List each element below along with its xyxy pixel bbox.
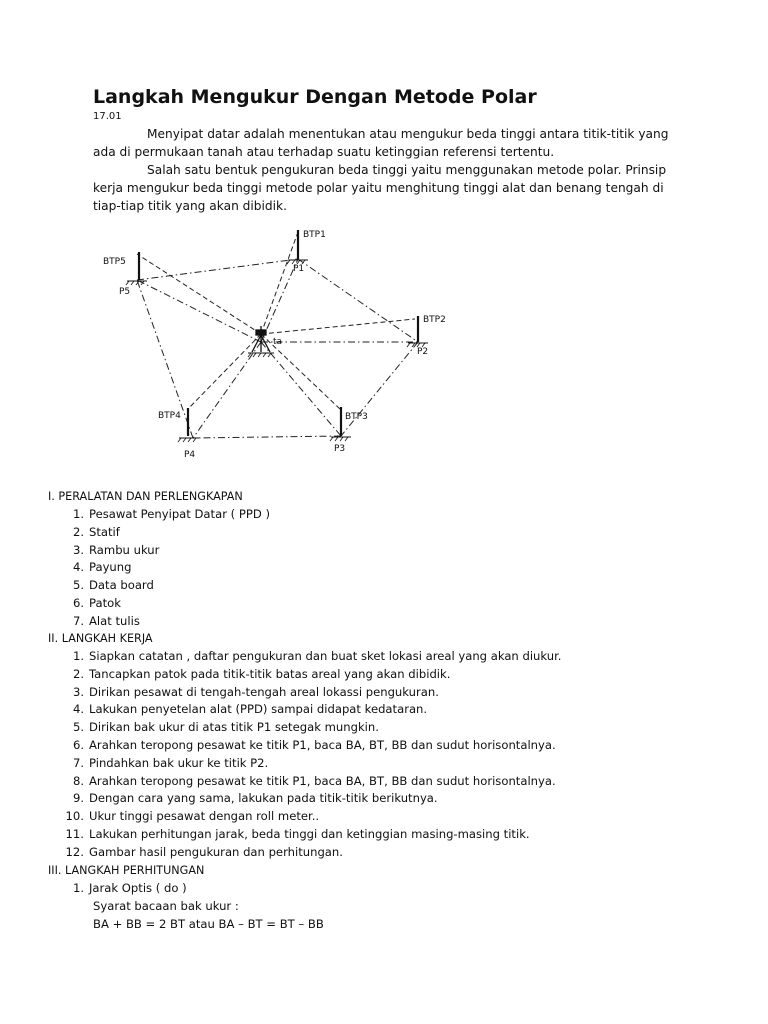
list-item: [48, 613, 270, 631]
work-steps-list: [48, 648, 562, 862]
list-item: [48, 577, 270, 595]
list-item: [48, 542, 270, 560]
list-item-text: Alat tulis: [89, 613, 140, 628]
equipment-list: [48, 506, 270, 631]
label-p4: P4: [184, 450, 196, 460]
list-item: [48, 701, 562, 719]
list-item-number: 3.: [72, 542, 84, 557]
polar-survey-diagram: [95, 222, 446, 466]
list-item-text: Data board: [89, 578, 154, 593]
list-item-number: 9.: [72, 791, 84, 806]
list-item-number: 1.: [72, 881, 84, 895]
list-item-text: Tancapkan patok pada titik-titik batas areal yang akan dibidik.: [89, 666, 451, 681]
list-item: [48, 844, 562, 862]
list-item-number: 2.: [72, 524, 84, 539]
label-btp4: BTP4: [158, 411, 181, 421]
section-2-heading: II. LANGKAH KERJA: [48, 632, 153, 645]
list-item-text: Siapkan catatan , daftar pengukuran dan buat sket lokasi areal yang akan diukur.: [89, 649, 562, 663]
label-btp2: BTP2: [423, 315, 446, 325]
list-item: [48, 648, 562, 666]
list-item-text: Dengan cara yang sama, lakukan pada titik-titik berikutnya.: [89, 791, 438, 806]
intro-paragraph-2: Salah satu bentuk pengukuran beda tinggi yaitu menggunakan metode polar. Prinsip kerja mengukur beda tinggi metode polar yaitu menghitung tinggi alat dan benang tengah di tiap-tiap titik yang akan dibidik.: [93, 163, 667, 213]
list-item-text: Gambar hasil pengukuran dan perhitungan.: [89, 844, 343, 859]
list-item-text: Pindahkan bak ukur ke titik P2.: [89, 755, 269, 770]
list-item-number: 1.: [72, 507, 84, 521]
list-item-text: Lakukan perhitungan jarak, beda tinggi dan ketinggian masing-masing titik.: [89, 826, 530, 841]
list-item: [48, 826, 562, 844]
list-item-number: 8.: [72, 773, 84, 788]
list-item-number: 4.: [72, 560, 84, 575]
label-btp1: BTP1: [303, 230, 326, 240]
list-item: [48, 808, 562, 826]
list-item-number: 7.: [72, 755, 84, 770]
section-3-heading: III. LANGKAH PERHITUNGAN: [48, 864, 205, 877]
list-item: [48, 880, 187, 898]
intro-paragraph-1: Menyipat datar adalah menentukan atau mengukur beda tinggi antara titik-titik yang ada di permukaan tanah atau terhadap suatu ketinggian referensi tertentu.: [93, 127, 669, 159]
list-item-text: Arahkan teropong pesawat ke titik P1, baca BA, BT, BB dan sudut horisontalnya.: [89, 737, 556, 752]
list-item-text: Payung: [89, 560, 132, 575]
label-btp5: BTP5: [103, 257, 126, 267]
list-item-number: 1.: [72, 649, 84, 663]
list-item: [48, 595, 270, 613]
label-p1: P1: [293, 264, 305, 274]
list-item-text: Patok: [89, 595, 121, 610]
section-1-heading: I. PERALATAN DAN PERLENGKAPAN: [48, 490, 243, 503]
label-p5: P5: [119, 287, 131, 297]
list-item-text: Lakukan penyetelan alat (PPD) sampai didapat kedataran.: [89, 702, 428, 717]
list-item: [48, 790, 562, 808]
list-item: [48, 559, 270, 577]
page-title: Langkah Mengukur Dengan Metode Polar: [93, 86, 537, 108]
list-item-number: 5.: [72, 720, 84, 735]
list-item-text: Arahkan teropong pesawat ke titik P1, baca BA, BT, BB dan sudut horisontalnya.: [89, 773, 556, 788]
list-item-number: 4.: [72, 702, 84, 717]
list-item: [48, 524, 270, 542]
list-item-number: 6.: [72, 595, 84, 610]
list-item-number: 2.: [72, 666, 84, 681]
label-btp3: BTP3: [345, 412, 368, 422]
list-item: [48, 684, 562, 702]
staff-reading-formula: BA + BB = 2 BT atau BA – BT = BT – BB: [93, 917, 324, 931]
list-item-number: 11.: [65, 826, 84, 841]
list-item-number: 12.: [65, 844, 84, 859]
list-item-text: Pesawat Penyipat Datar ( PPD ): [89, 507, 270, 521]
post-date: 17.01: [93, 111, 122, 122]
staff-reading-requirement: Syarat bacaan bak ukur :: [93, 899, 239, 913]
list-item-number: 3.: [72, 684, 84, 699]
label-ta: ta: [273, 337, 283, 347]
list-item-text: Statif: [89, 524, 120, 539]
list-item-number: 6.: [72, 737, 84, 752]
list-item-number: 7.: [72, 613, 84, 628]
list-item: [48, 666, 562, 684]
list-item-text: Dirikan bak ukur di atas titik P1 setegak mungkin.: [89, 720, 379, 735]
list-item-text: Ukur tinggi pesawat dengan roll meter..: [89, 809, 320, 824]
label-p3: P3: [334, 444, 346, 454]
list-item-text: Dirikan pesawat di tengah-tengah areal lokassi pengukuran.: [89, 684, 439, 699]
calculation-steps-list: [48, 880, 187, 898]
list-item-text: Rambu ukur: [89, 542, 160, 557]
list-item: [48, 737, 562, 755]
list-item-text: Jarak Optis ( do ): [89, 881, 187, 895]
list-item: [48, 506, 270, 524]
label-p2: P2: [417, 347, 429, 357]
list-item-number: 10.: [65, 809, 84, 824]
list-item: [48, 755, 562, 773]
list-item: [48, 773, 562, 791]
list-item-number: 5.: [72, 578, 84, 593]
list-item: [48, 719, 562, 737]
